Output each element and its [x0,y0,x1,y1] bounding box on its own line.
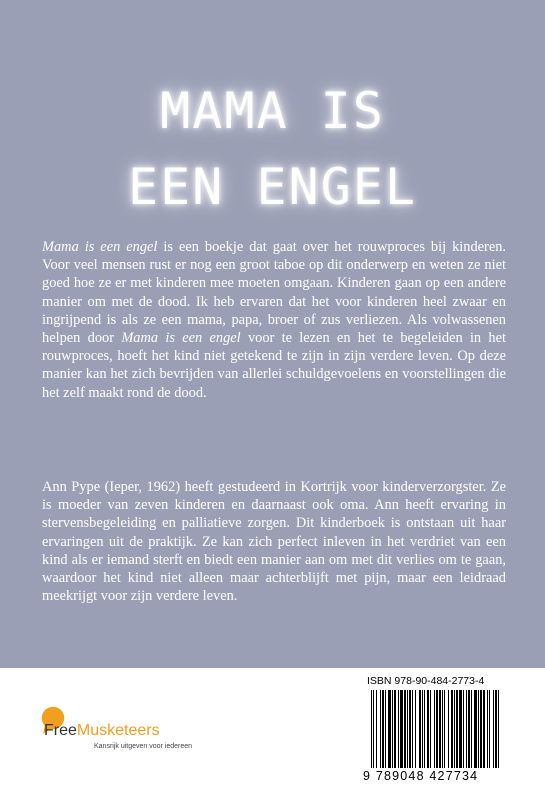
barcode-bar [394,690,396,768]
barcode-bar [483,690,485,768]
blurb-paragraph-1 [42,238,506,402]
barcode-bar [409,690,411,768]
barcode-bar [451,690,453,768]
barcode-bar [407,690,408,768]
barcode-bar [436,690,438,768]
barcode-bar [373,690,374,768]
barcode-bar [487,690,488,768]
barcode-bar [380,690,381,768]
barcode-bar [495,690,497,768]
barcode-bar [448,690,449,768]
barcode-bar [412,690,413,768]
isbn-label: ISBN 978-90-484-2773-4 [367,675,485,687]
book-title-line-2: EEN ENGEL [128,158,417,216]
barcode-bar [442,690,443,768]
barcode-bar [371,690,372,768]
barcode-bar [422,690,423,768]
barcode-bar [498,690,499,768]
barcode-bar [392,690,393,768]
barcode-bar [424,690,425,768]
barcode-digits: 9 789048 427734 [363,769,479,783]
blurb-text: voor te lezen en het te begeleiden in het rouwproces, hoeft het kind niet getekend te zijn in zijn verdere leven. Op deze manier kan het zich bevrijden van allerlei schuldgevoelens en voorstellingen die het zelf maakt rond de dood. [42,330,506,401]
barcode-bar [493,690,494,768]
barcode-bar [430,690,431,768]
barcode-bar [434,690,435,768]
barcode-bar [466,690,467,768]
barcode-bar [388,690,391,768]
publisher-name [44,722,160,740]
blurb-title-italic: Mama is een engel [121,330,241,347]
publisher-name-musketeers: Musketeers [76,722,160,739]
barcode-bar [463,690,464,768]
barcode-bar [385,690,386,768]
barcode-bar [419,690,421,768]
barcode-bar [444,690,445,768]
barcode-bar [471,690,472,768]
barcode-bar [398,690,399,768]
barcode-bar [439,690,441,768]
barcode-bar [376,690,377,768]
barcode-bar [404,690,406,768]
barcode-bar [489,690,490,768]
book-title-line-1: MAMA IS [160,82,385,140]
publisher-tagline: Kansrijk uitgeven voor iedereen [94,743,193,750]
barcode-bar [480,690,482,768]
barcode-bar [382,690,384,768]
barcode-bar [456,690,458,768]
barcode-bars [363,690,523,768]
barcode-bar [478,690,479,768]
isbn-barcode [363,675,528,783]
barcode-bar [427,690,429,768]
publisher-logo [40,700,210,760]
barcode-bar [400,690,403,768]
barcode-bar [474,690,477,768]
barcode-bar [468,690,470,768]
blurb-title-italic: Mama is een engel [42,239,158,255]
barcode-bar [459,690,462,768]
publisher-name-free: Free [44,722,77,739]
author-bio: Ann Pype (Ieper, 1962) heeft gestudeerd in Kortrijk voor kinderverzorgster. Ze is moeder van zeven kinderen en daarnaast ook oma. Ann heeft ervaring in stervensbegeleiding en palliatieve zorgen. Dit kinderboek is ontstaan uit haar ervaringen uit de praktijk. Ze kan zich perfect inleven in het verdriet van een kind als er iemand sterft en biedt een manier aan om met dit verlies om te gaan, waardoor het kind niet alleen maar achterblijft met pijn, maar een leidraad meekrijgt voor zijn verdere leven. [42,479,506,605]
barcode-bar [415,690,416,768]
blurb-text: is een boekje dat gaat over het rouwproces bij kinderen. Voor veel mensen rust er nog een groot taboe op dit onderwerp en weten ze niet goed hoe ze er met kinderen mee moeten omgaan. Kinderen gaan op een andere manier om met de dood. Ik heb ervaren dat het voor kinderen heel zwaar en ingrijpend is als ze een mama, papa, broer of zus verliezen. Als volwassenen helpen door [42,239,507,347]
barcode-bar [454,690,455,768]
